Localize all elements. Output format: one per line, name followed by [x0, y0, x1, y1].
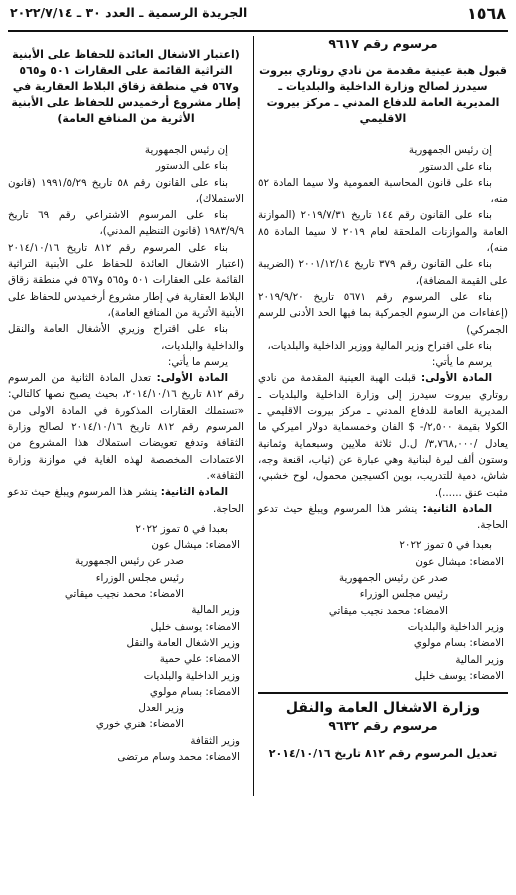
decree-title: قبول هبة عينية مقدمة من نادي روتاري بيروت سيدرز لصالح وزارة الداخلية والبلديات ـ المديرية العامة للدفاع المدني ـ مركز بيروت الاقليمي — [259, 64, 507, 126]
preamble-line: بناء على المرسوم الاشتراعي رقم ٦٩ تاريخ ١٩٨٣/٩/٩ (قانون التنظيم المدني)، — [8, 209, 244, 238]
preamble-line: بناء على القانون رقم ٥٨ تاريخ ١٩٩١/٥/٢٩ (قانون الاستملاك)، — [8, 176, 244, 205]
preamble-line: إن رئيس الجمهورية — [408, 144, 492, 157]
decree-title: (اعتبار الاشغال العائدة للحفاظ على الأبنية التراثية القائمة على العقارات ٥٠١ و٥٦٥ و٥٦٧ في منطقة زقاق البلاط العقارية في إطار مشروع أرخميدس للحفاظ على الأبنية الأثرية من المنافع العامة) — [11, 48, 241, 125]
signature-line: الامضاء: محمد نجيب ميقاتي — [64, 588, 184, 601]
preamble — [258, 142, 508, 354]
preamble-line: بناء على القانون رقم ٣٧٩ تاريخ ٢٠٠١/١٢/١٤ (الضريبة على القيمة المضافة)، — [258, 258, 508, 287]
preamble — [8, 142, 244, 354]
left-column — [8, 36, 244, 765]
decree-number: مرسوم رقم ٩٦٣٢ — [328, 718, 438, 734]
preamble-line: بناء على قانون المحاسبة العمومية ولا سيما المادة ٥٢ منه، — [258, 176, 508, 206]
signature-line: الامضاء: بسام مولوي — [413, 637, 504, 650]
signature-line: الامضاء: ميشال عون — [415, 555, 504, 568]
page-header — [8, 4, 508, 32]
article-2-text: ينشر هذا المرسوم ويبلغ حيث تدعو الحاجة. — [8, 486, 244, 515]
signature-line: الامضاء: بسام مولوي — [149, 685, 240, 698]
page-number: ١٥٦٨ — [466, 4, 506, 23]
article-2-label: المادة الثانية: — [160, 486, 228, 499]
preamble-line: بناء على المرسوم رقم ٥٦٧١ تاريخ ٢٠١٩/٩/٢٠ (إعفاءات من الرسوم الجمركية بما فيها الحد الأدنى للرسم الجمركي) — [258, 290, 508, 336]
article-1-text: قبلت الهبة العينية المقدمة من نادي روتاري بيروت سيدرز إلى وزارة الداخلية والبلديات ـ المديرية العامة للدفاع المدني ـ مركز بيروت الاقليمي ـ الكولا بقيمة ٢,٥٠٠/- $ الفان وخمسماية دولار اميركي ما يعادل /٣,٧٦٨,٠٠٠/ ل.ل ثلاثة ملايين وسبعماية وثمانية وستون ألف ليرة لبنانية وهي عبارة عن (ثياب، اقنعة وجه، شاش، دمية للتدريب، بوين اكسيجين محمول، لوح خشبي، مثبت عنق ......). — [258, 372, 508, 499]
article-1-label: المادة الأولى: — [421, 372, 492, 385]
publication-header: الجريدة الرسمية ـ العدد ٣٠ ـ ٢٠٢٢/٧/١٤ — [10, 5, 248, 20]
preamble-line: إن رئيس الجمهورية — [144, 144, 228, 156]
signature-line: وزير الداخلية والبلديات — [407, 620, 504, 633]
signatures — [8, 537, 244, 765]
article-1-text: تعدل المادة الثانية من المرسوم رقم ٨١٢ تاريخ ٢٠١٤/١٠/١٦، بحيث يصبح نصها كالتالي: «تستملك العقارات المذكورة في المادة الاولى من المرسوم رقم ٨١٢ تاريخ ٢٠١٤/١٠/١٦ لصالح وزارة الثقافة وتدفع تعويضات استملاك هذا المشروع من الاعتمادات المخصصة لهذه الغاية في موازنة وزارة الثقافة». — [8, 372, 244, 482]
signature-line: الامضاء: يوسف خليل — [150, 620, 240, 633]
article-1-label: المادة الأولى: — [156, 372, 228, 385]
signature-line: صدر عن رئيس الجمهورية — [338, 572, 448, 585]
preamble-line: بناء على اقتراح وزيري الأشغال العامة والنقل والداخلية والبلديات، — [8, 323, 244, 352]
signature-line: الامضاء: محمد نجيب ميقاتي — [328, 604, 448, 617]
signature-line: وزير المالية — [455, 653, 504, 666]
article-2 — [258, 501, 508, 534]
preamble-line: بناء على الدستور — [155, 160, 228, 173]
ministry-heading: وزارة الاشغال العامة والنقل — [258, 692, 508, 716]
right-column — [258, 36, 508, 773]
signature-line: الامضاء: يوسف خليل — [414, 669, 504, 682]
signature-line: وزير العدل — [138, 702, 184, 715]
signature-line: وزير الاشغال العامة والنقل — [126, 636, 240, 649]
signature-line: وزير الثقافة — [190, 734, 240, 747]
preamble-line: بناء على المرسوم رقم ٨١٢ تاريخ ٢٠١٤/١٠/١٦ (اعتبار الاشغال العائدة للحفاظ على الأبنية التراثية القائمة على العقارات ٥٠١ و٥٦٥ و٥٦٧ في منطقة زقاق البلاط العقارية في إطار مشروع أرخميدس للحفاظ على الأبنية الأثرية من المنافع العامة)، — [8, 241, 245, 319]
column-divider — [253, 36, 254, 796]
decrees-line: يرسم ما يأتي: — [167, 355, 228, 368]
decrees-line: يرسم ما يأتي: — [431, 356, 492, 369]
preamble-line: بناء على اقتراح وزير المالية ووزير الداخلية والبلديات، — [267, 339, 492, 352]
decree-date: بعبدا في ٥ تموز ٢٠٢٢ — [399, 539, 492, 552]
preamble-line: بناء على القانون رقم ١٤٤ تاريخ ٢٠١٩/٧/٣١ (الموازنة العامة والموازنات الملحقة لعام ٢٠١٩ لا سيما المادة ٨٥ منه)، — [258, 209, 508, 255]
signature-line: وزير المالية — [191, 604, 240, 617]
signature-line: صدر عن رئيس الجمهورية — [74, 555, 184, 568]
preamble-line: بناء على الدستور — [419, 160, 492, 173]
article-1 — [258, 370, 508, 500]
signature-line: الامضاء: ميشال عون — [151, 539, 240, 552]
signature-line: الامضاء: محمد وسام مرتضى — [117, 750, 240, 763]
decree-title: تعديل المرسوم رقم ٨١٢ تاريخ ٢٠١٤/١٠/١٦ — [268, 746, 498, 760]
decree-date: بعبدا في ٥ تموز ٢٠٢٢ — [135, 522, 228, 535]
article-2-text: ينشر هذا المرسوم ويبلغ حيث تدعو الحاجة. — [258, 502, 508, 532]
signatures — [258, 554, 508, 684]
article-2 — [8, 484, 244, 517]
signature-line: رئيس مجلس الوزراء — [359, 588, 448, 601]
signature-line: رئيس مجلس الوزراء — [95, 571, 184, 584]
signature-line: الامضاء: علي حمية — [159, 653, 240, 666]
article-2-label: المادة الثانية: — [422, 502, 492, 515]
article-1 — [8, 370, 244, 484]
decree-number: مرسوم رقم ٩٦١٧ — [328, 36, 438, 51]
signature-line: وزير الداخلية والبلديات — [143, 669, 240, 682]
signature-line: الامضاء: هنري خوري — [95, 718, 184, 731]
